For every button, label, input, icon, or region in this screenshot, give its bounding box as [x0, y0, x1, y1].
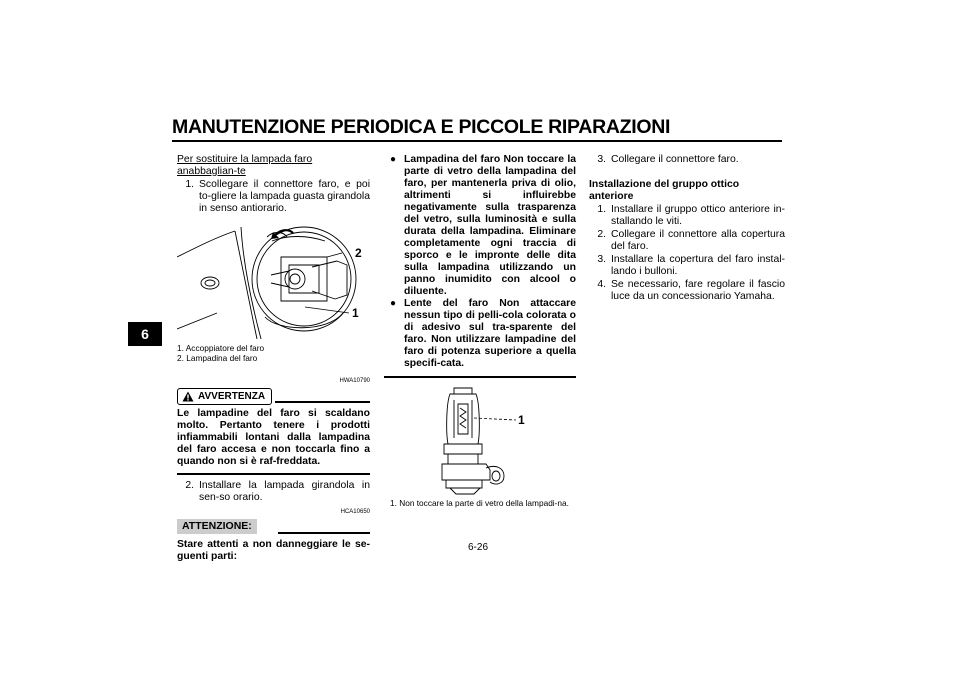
- page-title: MANUTENZIONE PERIODICA E PICCOLE RIPARAZIONI: [172, 116, 671, 138]
- step-2: [177, 480, 370, 504]
- figure-label-1: 1: [518, 412, 525, 427]
- caption-1: 1. Accoppiatore del faro: [177, 343, 265, 353]
- chapter-tab: 6: [128, 322, 162, 346]
- column-left: [177, 154, 370, 563]
- step-text: Scollegare il connettore faro, e poi to-gliere la lampada guasta girandola in senso antiorario.: [199, 179, 370, 214]
- step-number: 4.: [597, 279, 606, 290]
- warning-triangle-icon: [182, 391, 194, 402]
- bullet-dot-icon: ●: [390, 154, 397, 165]
- step-text: Collegare il connettore faro.: [611, 154, 739, 165]
- headlight-figure: [177, 221, 370, 339]
- step-text: Collegare il connettore alla copertura del faro.: [611, 229, 785, 252]
- figure-label-2: 2: [355, 246, 362, 260]
- headlight-bulb-illustration: [177, 221, 370, 339]
- bullet-dot-icon: ●: [390, 298, 397, 309]
- step-number: 1.: [185, 179, 194, 190]
- step-1: [177, 179, 370, 215]
- figure-label-1: 1: [352, 306, 359, 320]
- page-number: 6-26: [468, 542, 489, 553]
- warning-header: [177, 388, 370, 404]
- step-text: Installare il gruppo ottico anteriore in-stallando le viti.: [611, 204, 785, 227]
- step-3: [589, 154, 785, 166]
- warning-label: AVVERTENZA: [198, 391, 266, 402]
- caution-label: ATTENZIONE:: [177, 519, 257, 534]
- step-number: 2.: [597, 229, 606, 240]
- step-number: 1.: [597, 204, 606, 215]
- step-text: Se necessario, fare regolare il fascio luce da un concessionario Yamaha.: [611, 279, 785, 302]
- bullet-headlight-lens: [390, 298, 576, 370]
- warning-box: [177, 388, 272, 405]
- caution-header: [177, 519, 370, 535]
- step-number: 3.: [597, 154, 606, 165]
- bullet-text: Lente del faro Non attaccare nessun tipo di pelli-cola colorata o di adesivo sul tra-sparente del faro. Non utilizzare lampadine del faro di potenza superiore a quella specifi-cata.: [404, 298, 576, 369]
- caution-text: Stare attenti a non danneggiare le se-guenti parti:: [177, 538, 370, 562]
- step-text: Installare la lampada girandola in sen-so orario.: [199, 479, 370, 503]
- column-middle: [390, 154, 576, 508]
- install-step-1: [589, 204, 785, 228]
- install-step-4: [589, 279, 785, 303]
- warning-code: HWA10790: [339, 378, 370, 384]
- title-rule: [172, 140, 782, 142]
- caution-end-rule: [384, 376, 576, 378]
- caption-2: 2. Lampadina del faro: [177, 353, 258, 363]
- caption-bulb: 1. Non toccare la parte di vetro della lampadi-na.: [390, 497, 569, 508]
- step-text: Installare la copertura del faro instal-lando i bulloni.: [611, 254, 785, 277]
- step-number: 2.: [185, 479, 194, 491]
- warning-text: Le lampadine del faro si scaldano molto. Pertanto tenere i prodotti infiammabili lontani dalla lampadina del faro accesa e non toccarla fino a quando non si è raf-freddata.: [177, 408, 370, 467]
- install-step-2: [589, 229, 785, 253]
- caution-rule: [278, 532, 370, 534]
- caution-code: HCA10650: [340, 508, 370, 515]
- bullet-headlight-bulb: [390, 154, 576, 298]
- column-right: [589, 154, 785, 303]
- subheading: Per sostituire la lampada faro anabbaglian-te: [177, 154, 313, 177]
- install-step-3: [589, 254, 785, 278]
- bulb-figure: [390, 384, 576, 496]
- warning-rule: [275, 401, 370, 403]
- section-heading: Installazione del gruppo ottico anteriore: [589, 179, 740, 202]
- bullet-text: Lampadina del faro Non toccare la parte di vetro della lampadina del faro, per mantenerla priva di olio, altrimenti si influirebbe negativamente sulla trasparenza del vetro, sulla luminosità e sulla durata della lampadina. Eliminare completamente ogni traccia di sporco e le impronte delle dita sulla lampadina utilizzando un panno inumidito con alcool o diluente.: [404, 154, 576, 297]
- warning-end-rule: [177, 473, 370, 475]
- halogen-bulb-illustration: [390, 384, 576, 496]
- step-number: 3.: [597, 254, 606, 265]
